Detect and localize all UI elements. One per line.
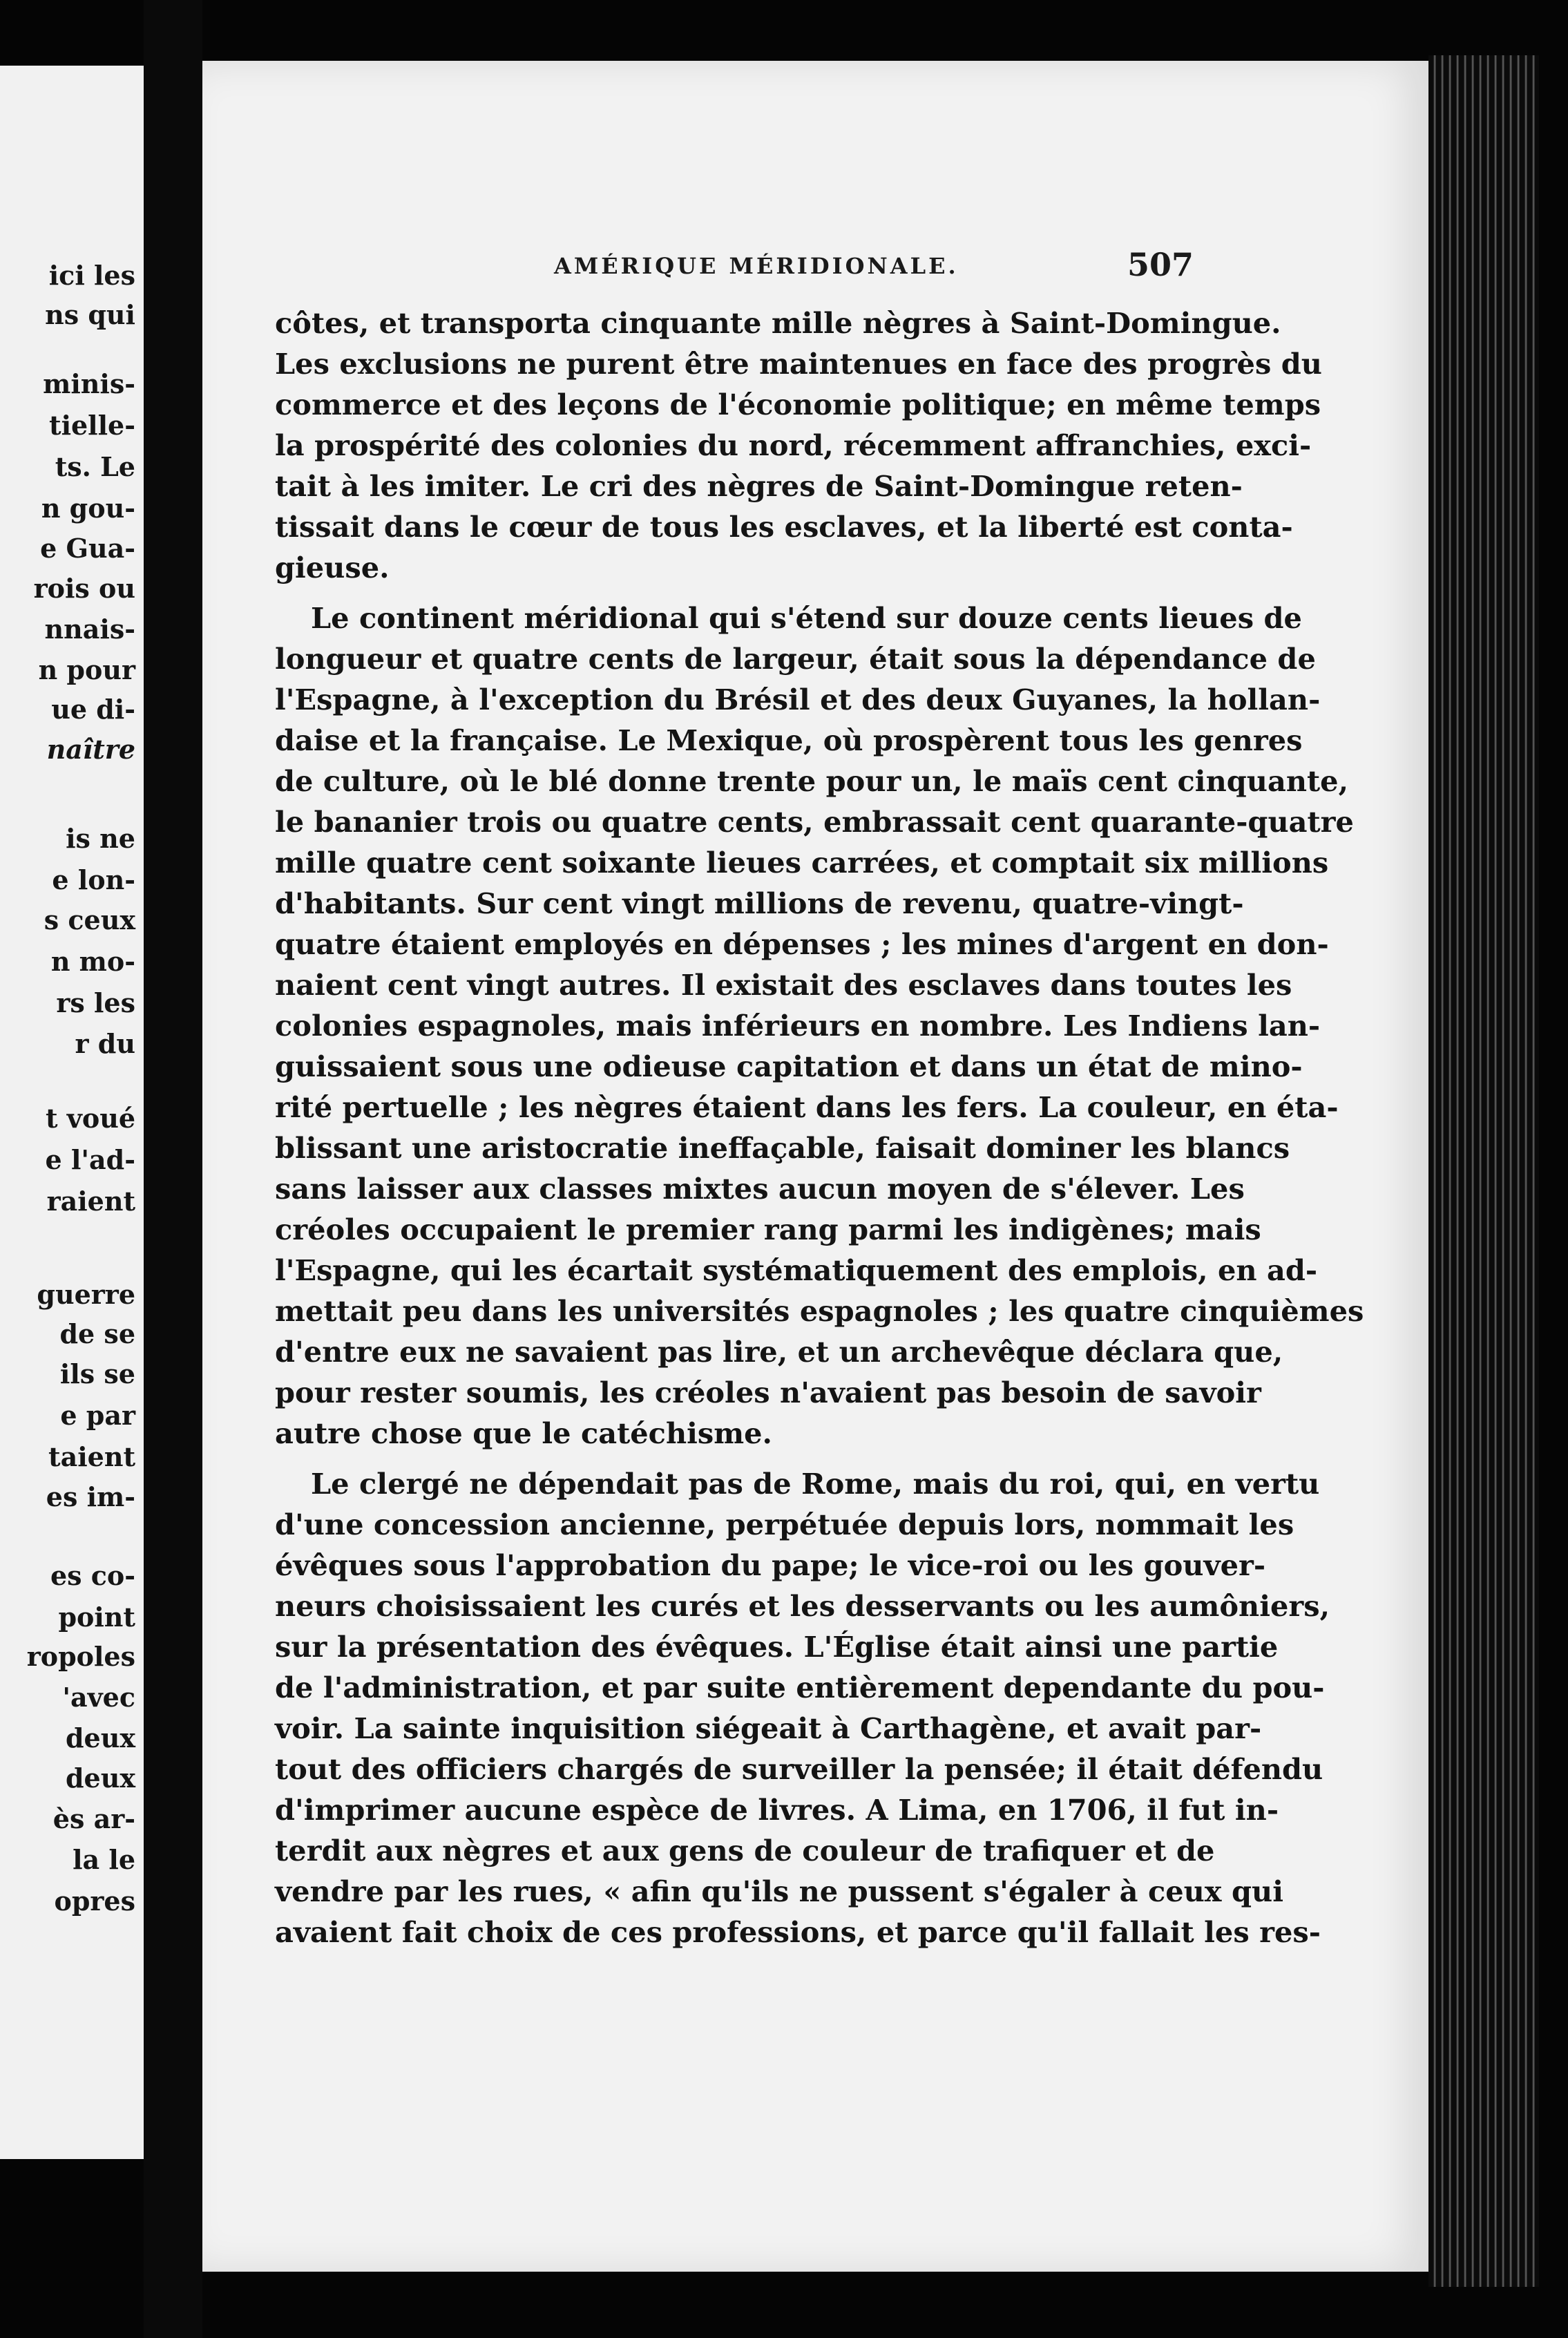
facing-page-line: t voué <box>45 1103 135 1134</box>
text-line: commerce et des leçons de l'économie politique; en même temps <box>275 388 1321 421</box>
facing-page-line: ns qui <box>45 299 135 330</box>
facing-page-line: 'avec <box>62 1682 135 1713</box>
text-line: voir. La sainte inquisition siégeait à Carthagène, et avait par- <box>275 1711 1262 1745</box>
text-line: vendre par les rues, « afin qu'ils ne pussent s'égaler à ceux qui <box>275 1874 1283 1908</box>
text-line: tissait dans le cœur de tous les esclaves, et la liberté est conta- <box>275 510 1293 544</box>
page-number: 507 <box>1127 246 1194 283</box>
paragraph-3 <box>275 1463 1330 1952</box>
text-line: Le continent méridional qui s'étend sur douze cents lieues de <box>311 601 1302 635</box>
facing-page-line: ue di- <box>51 694 135 725</box>
text-line: gieuse. <box>275 551 390 584</box>
facing-page-line: ts. Le <box>55 451 135 482</box>
text-line: naient cent vingt autres. Il existait des esclaves dans toutes les <box>275 968 1292 1002</box>
facing-page-line: ropoles <box>26 1641 135 1672</box>
text-line: d'habitants. Sur cent vingt millions de revenu, quatre-vingt- <box>275 886 1244 920</box>
text-line: sur la présentation des évêques. L'Église était ainsi une partie <box>275 1630 1279 1664</box>
text-line: colonies espagnoles, mais inférieurs en nombre. Les Indiens lan- <box>275 1009 1321 1043</box>
text-line: guissaient sous une odieuse capitation et dans un état de mino- <box>275 1049 1303 1083</box>
text-line: sans laisser aux classes mixtes aucun moyen de s'élever. Les <box>275 1172 1245 1206</box>
text-line: d'entre eux ne savaient pas lire, et un archevêque déclara que, <box>275 1335 1283 1369</box>
text-line: Les exclusions ne purent être maintenues en face des progrès du <box>275 347 1322 381</box>
text-line: d'imprimer aucune espèce de livres. A Lima, en 1706, il fut in- <box>275 1793 1279 1827</box>
facing-page-line: deux <box>65 1762 135 1794</box>
facing-page-line: rois ou <box>33 573 135 604</box>
text-line: évêques sous l'approbation du pape; le vice-roi ou les gouver- <box>275 1548 1266 1582</box>
text-line: de culture, où le blé donne trente pour un, le maïs cent cinquante, <box>275 764 1349 798</box>
text-line: l'Espagne, à l'exception du Brésil et des deux Guyanes, la hollan- <box>275 683 1321 716</box>
facing-page-line: rs les <box>56 987 135 1018</box>
facing-page-line: tielle- <box>49 410 135 441</box>
text-line: longueur et quatre cents de largeur, était sous la dépendance de <box>275 642 1316 676</box>
paragraph-2 <box>275 598 1364 1454</box>
facing-page-line: deux <box>65 1722 135 1754</box>
text-line: le bananier trois ou quatre cents, embrassait cent quarante-quatre <box>275 805 1354 839</box>
text-line: Le clergé ne dépendait pas de Rome, mais du roi, qui, en vertu <box>311 1467 1320 1501</box>
text-line: créoles occupaient le premier rang parmi les indigènes; mais <box>275 1213 1261 1246</box>
facing-page-line: ils se <box>59 1358 135 1389</box>
facing-page-line: la le <box>73 1844 135 1875</box>
facing-page <box>0 66 144 2159</box>
facing-page-line: point <box>58 1602 135 1633</box>
facing-page-line: is ne <box>66 823 135 854</box>
facing-page-line: es im- <box>46 1481 135 1512</box>
text-line: côtes, et transporta cinquante mille nègres à Saint-Domingue. <box>275 306 1281 340</box>
facing-page-line: n pour <box>38 654 135 685</box>
facing-page-line: raient <box>46 1186 135 1217</box>
text-line: autre chose que le catéchisme. <box>275 1416 773 1450</box>
facing-page-line: de se <box>59 1318 135 1349</box>
facing-page-line: ès ar- <box>52 1803 135 1834</box>
facing-page-line: n mo- <box>50 946 135 977</box>
book-gutter <box>144 0 202 2338</box>
body-text <box>275 303 1364 1952</box>
text-line: daise et la française. Le Mexique, où prospèrent tous les genres <box>275 723 1303 757</box>
text-line: mille quatre cent soixante lieues carrées, et comptait six millions <box>275 846 1329 880</box>
text-line: rité pertuelle ; les nègres étaient dans les fers. La couleur, en éta- <box>275 1090 1339 1124</box>
text-line: de l'administration, et par suite entièrement dependante du pou- <box>275 1671 1325 1704</box>
facing-page-line: guerre <box>37 1279 135 1310</box>
facing-page-line: e par <box>60 1400 135 1431</box>
text-line: avaient fait choix de ces professions, et parce qu'il fallait les res- <box>275 1915 1321 1949</box>
facing-page-line: es co- <box>50 1560 135 1591</box>
text-line: terdit aux nègres et aux gens de couleur de trafiquer et de <box>275 1834 1215 1867</box>
text-line: blissant une aristocratie ineffaçable, faisait dominer les blancs <box>275 1131 1290 1165</box>
facing-page-line: e lon- <box>52 864 135 895</box>
text-line: pour rester soumis, les créoles n'avaient pas besoin de savoir <box>275 1376 1261 1409</box>
text-line: mettait peu dans les universités espagnoles ; les quatre cinquièmes <box>275 1294 1364 1328</box>
running-head: AMÉRIQUE MÉRIDIONALE. <box>554 253 959 279</box>
paragraph-1 <box>275 303 1322 588</box>
facing-page-line: opres <box>54 1885 135 1917</box>
facing-page-line: naître <box>46 734 135 765</box>
text-line: d'une concession ancienne, perpétuée depuis lors, nommait les <box>275 1508 1294 1541</box>
facing-page-line: nnais- <box>44 614 135 645</box>
page-edges <box>1428 55 1539 2287</box>
facing-page-line: s ceux <box>44 904 135 935</box>
facing-page-line: ici les <box>48 260 135 291</box>
text-line: quatre étaient employés en dépenses ; les mines d'argent en don- <box>275 927 1329 961</box>
text-line: tait à les imiter. Le cri des nègres de Saint-Domingue reten- <box>275 469 1243 503</box>
text-line: la prospérité des colonies du nord, récemment affranchies, exci- <box>275 428 1312 462</box>
facing-page-line: taient <box>48 1441 135 1472</box>
text-line: neurs choisissaient les curés et les desservants ou les aumôniers, <box>275 1589 1330 1623</box>
facing-page-line: n gou- <box>41 493 135 524</box>
text-line: l'Espagne, qui les écartait systématiquement des emplois, en ad- <box>275 1253 1318 1287</box>
facing-page-line: r du <box>75 1028 135 1059</box>
text-line: tout des officiers chargés de surveiller la pensée; il était défendu <box>275 1752 1323 1786</box>
facing-page-line: e l'ad- <box>45 1144 135 1175</box>
facing-page-line: e Gua- <box>40 533 135 564</box>
facing-page-line: minis- <box>43 368 135 399</box>
